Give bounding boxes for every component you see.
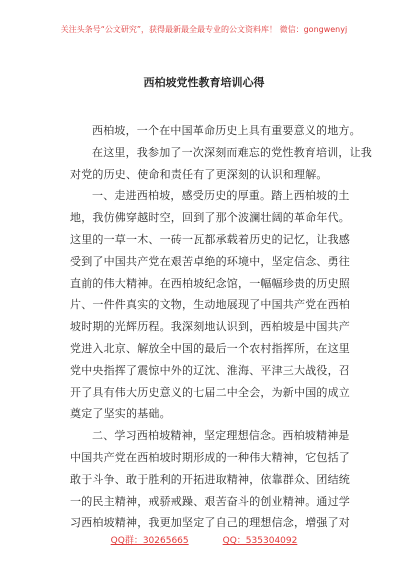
text-line: 敢于斗争、敢于胜利的开拓进取精神，依靠群众、团结统 xyxy=(70,472,350,486)
text-line: 党中央指挥了震惊中外的辽沈、淮海、平津三大战役，召 xyxy=(70,363,350,377)
text-line: 受到了中国共产党在艰苦卓绝的环境中，坚定信念、勇往 xyxy=(70,254,350,268)
text-line: 这里的一草一木、一砖一瓦都承载着历史的记忆，让我感 xyxy=(70,232,350,246)
text-line: 一的民主精神，戒骄戒躁、艰苦奋斗的创业精神。通过学 xyxy=(70,494,350,508)
header-banner: 关注头条号“公文研究”，获得最新最全最专业的公文资料库！ 微信：gongwenyj xyxy=(60,25,348,34)
text-line: 在这里，我参加了一次深刻而难忘的党性教育培训，让我 xyxy=(92,145,372,159)
text-line: 直前的伟大精神。在西柏坡纪念馆，一幅幅珍贵的历史照 xyxy=(70,276,350,290)
text-line: 一、走进西柏坡，感受历史的厚重。踏上西柏坡的土 xyxy=(92,189,350,203)
text-line: 地，我仿佛穿越时空，回到了那个波澜壮阔的革命年代。 xyxy=(70,211,350,225)
text-line: 片、一件件真实的文物，生动地展现了中国共产党在西柏 xyxy=(70,298,350,312)
text-line: 西柏坡，一个在中国革命历史上具有重要意义的地方。 xyxy=(92,124,361,137)
text-line: 对党的历史、使命和责任有了更深刻的认识和理解。 xyxy=(70,167,328,181)
text-line: 奠定了坚实的基础。 xyxy=(70,407,171,421)
text-line: 中国共产党在西柏坡时期形成的一种伟大精神，它包括了 xyxy=(70,450,350,464)
text-line: 二、学习西柏坡精神，坚定理想信念。西柏坡精神是 xyxy=(92,429,350,443)
document-title: 西柏坡党性教育培训心得 xyxy=(143,76,265,89)
text-line: 习西柏坡精神，我更加坚定了自己的理想信念，增强了对 xyxy=(70,516,350,530)
footer-qq[interactable]: QQ：535304092 xyxy=(222,536,298,546)
footer-qq-group[interactable]: QQ群：30265665 xyxy=(110,536,189,546)
text-line: 开了具有伟大历史意义的七届二中全会，为新中国的成立 xyxy=(70,385,350,399)
document-body xyxy=(70,120,372,534)
text-line: 坡时期的光辉历程。我深刻地认识到，西柏坡是中国共产 xyxy=(70,320,350,334)
text-line: 党进入北京、解放全中国的最后一个农村指挥所，在这里 xyxy=(70,341,350,355)
footer-contacts xyxy=(0,533,408,546)
